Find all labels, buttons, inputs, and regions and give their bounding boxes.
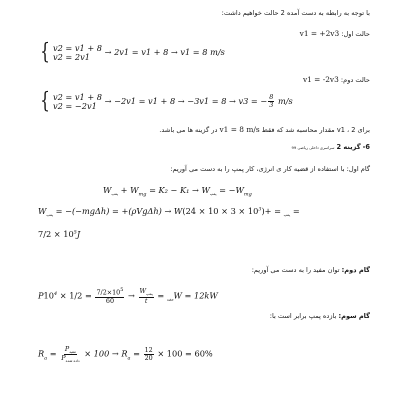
case-2-line	[303, 75, 370, 84]
efficiency-subscript: a	[44, 355, 48, 362]
step-3-text: بازده پمپ برابر است با:	[269, 312, 337, 320]
step-3-label: گام سوم:	[338, 312, 370, 320]
power-rest: = 1/2 × 10	[43, 290, 92, 301]
power-symbol: P	[38, 290, 44, 301]
question-number: 6-	[362, 143, 370, 151]
work-result-value: 7/2 × 10	[38, 229, 74, 239]
system-1-line-1: v2 = v1 + 8	[53, 43, 103, 54]
system-1-chain: → 2v1 = v1 + 8 → v1 = 8 m/s	[104, 46, 225, 57]
efficiency-subscript-2: a	[127, 355, 131, 362]
system-1-block	[38, 40, 103, 65]
power-fraction-1	[139, 288, 154, 304]
work-symbol-2: W	[38, 206, 47, 216]
efficiency-equals: =	[49, 348, 57, 359]
step-2-line	[252, 266, 370, 274]
efficiency-equation	[38, 346, 213, 363]
efficiency-frac-num: P	[64, 345, 70, 353]
power-equation	[38, 288, 218, 305]
efficiency-fraction-2	[144, 347, 154, 363]
work-result-exponent: 5	[73, 229, 77, 236]
intro-text: با توجه به رابطه به دست آمده 2 حالت خواهیم داشت:	[221, 9, 370, 17]
case-1-line	[300, 29, 370, 38]
power-exponent: 4	[53, 291, 58, 298]
step-3-line	[270, 312, 370, 320]
system-1-equation	[38, 40, 225, 65]
power-frac-1-den: t	[144, 296, 148, 305]
system-2-equation	[38, 89, 293, 114]
step-2-text: توان مفید را به دست می آوریم:	[251, 266, 340, 274]
note-line	[159, 125, 370, 134]
case-2-condition: v1 = -2v3	[302, 75, 339, 84]
work-plus: + W	[120, 185, 139, 195]
work-symbol: W	[103, 185, 112, 195]
question-option: گزینه 2	[336, 143, 361, 151]
efficiency-tail: × 100 = 60%	[157, 348, 213, 359]
pump-subscript-4: پمپ	[283, 213, 291, 217]
efficiency-frac-den-sub: داده شده	[65, 359, 80, 364]
pump-subscript-2: پمپ	[209, 192, 217, 196]
system-2-block	[38, 89, 103, 114]
efficiency-frac-num-sub: مفید	[69, 350, 76, 354]
power-fraction-2	[95, 288, 124, 305]
efficiency-frac-2-num: 12	[144, 345, 153, 354]
case-2-label: حالت دوم:	[340, 76, 370, 84]
system-2-chain: → −2v1 = v1 + 8 → −3v1 = 8 → v3 = −	[104, 95, 268, 106]
useful-subscript: مفید	[166, 297, 174, 302]
work-numbers: = +(10	[247, 206, 281, 216]
system-2-line-1: v2 = v1 + 8	[53, 92, 103, 103]
step-1-text: گام اول: با استفاده از قضیه کار ی انرژی، کار پمپ را به دست می آوریم:	[170, 165, 370, 173]
power-frac-1-sub: پمپ	[146, 292, 153, 297]
system-2-line-2: v2 = −2v1	[53, 101, 97, 112]
efficiency-frac-den: P	[61, 354, 66, 363]
power-tail: W = 12kW	[173, 290, 218, 301]
efficiency-frac-2-den: 20	[144, 354, 153, 363]
left-brace-icon: {	[40, 40, 50, 65]
efficiency-mid: × 100 → R	[84, 348, 128, 359]
work-numbers-tail: × 3 × 10 × 24) =	[182, 206, 300, 216]
system-2-unit: m/s	[277, 95, 293, 106]
work-result	[38, 230, 80, 238]
power-equals: =	[157, 290, 165, 301]
pump-subscript-3: پمپ	[46, 213, 54, 217]
mg-subscript-2: mg	[243, 191, 252, 198]
power-frac-1-num: W	[139, 287, 147, 296]
efficiency-fraction-1	[60, 346, 80, 363]
power-arrow: →	[128, 290, 135, 301]
work-value-equation	[38, 207, 300, 218]
pump-subscript: پمپ	[111, 192, 119, 196]
step-2-label: گام دوم:	[341, 266, 370, 274]
question-source: سراسری داخلی ریاضی 99	[291, 145, 335, 150]
note-condition: v1 = 8 m/s	[219, 125, 260, 134]
case-1-label: حالت اول:	[341, 30, 370, 38]
note-pre-text: برای v1 ، 2 مقدار محاسبه شد که فقط	[261, 126, 370, 134]
mg-subscript: mg	[138, 191, 147, 198]
power-frac-2-num: 7/2×10	[96, 288, 121, 297]
exponent-3: 3	[258, 206, 262, 213]
work-result-unit: J	[76, 229, 81, 239]
work-rhs: = K₂ − K₁ → W	[149, 185, 210, 195]
system-2-fraction: $\frac{8}{3}$	[269, 92, 274, 110]
work-tail: = −W	[219, 185, 244, 195]
work-energy-equation	[103, 186, 252, 198]
system-1-line-2: v2 = 2v1	[53, 52, 90, 63]
case-1-condition: v1 = +2v3	[299, 29, 340, 38]
efficiency-equals-2: =	[133, 348, 140, 359]
note-post-text: در گزینه ها می باشد.	[159, 126, 218, 134]
power-frac-2-den: 60	[105, 296, 115, 305]
work-substitution: = −(−mgΔh) = +(ρVgΔh) → W	[55, 206, 183, 216]
left-brace-icon: {	[40, 89, 50, 114]
efficiency-symbol: R	[38, 348, 45, 359]
power-frac-2-exp: 5	[120, 287, 124, 293]
question-header	[291, 143, 370, 151]
